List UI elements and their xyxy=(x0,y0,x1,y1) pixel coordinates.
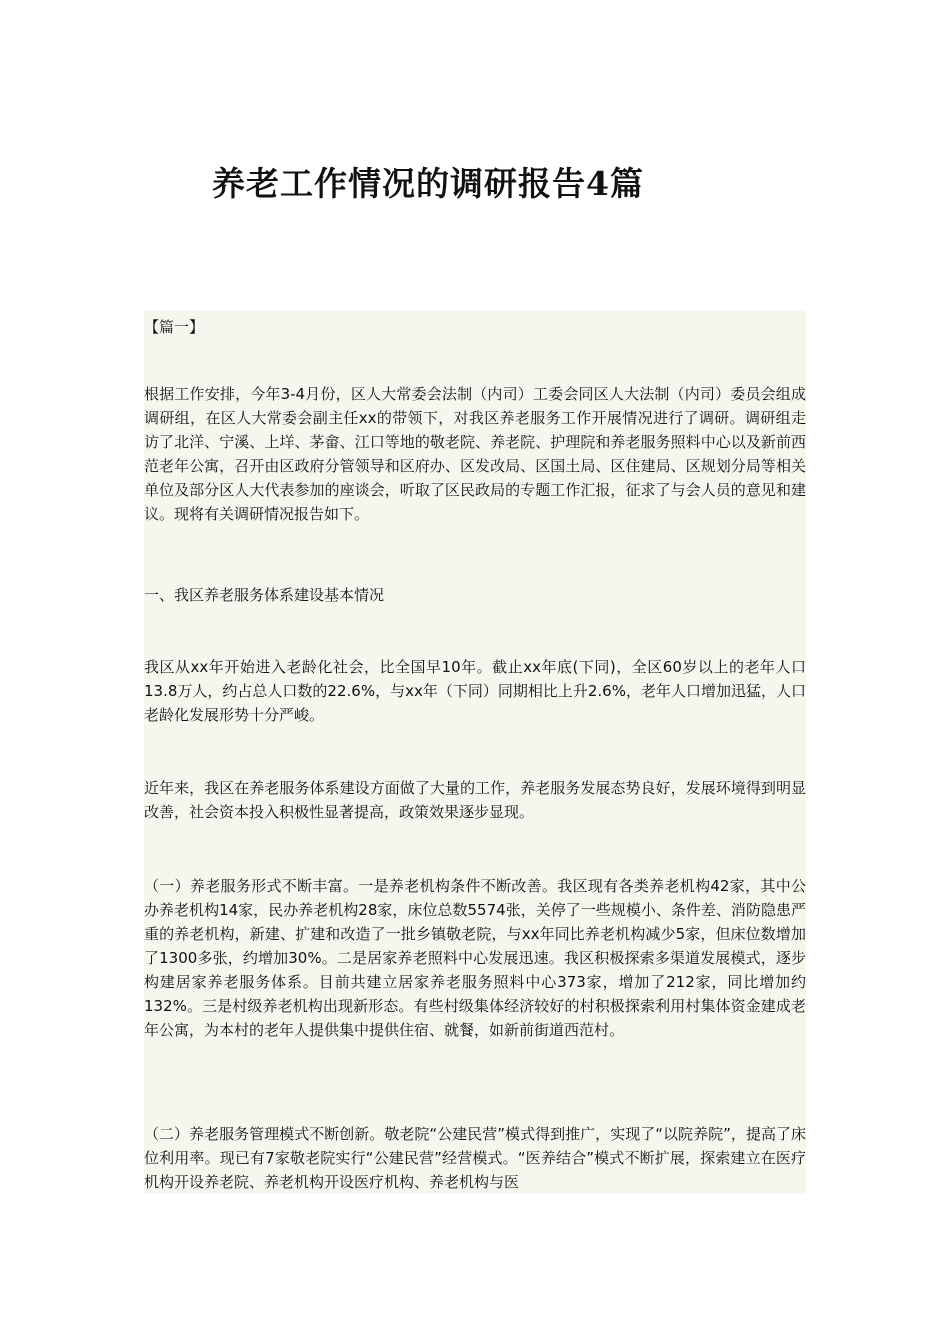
paragraph-part-1: （一）养老服务形式不断丰富。一是养老机构条件不断改善。我区现有各类养老机构42家，其中公办养老机构14家，民办养老机构28家，床位总数5574张，关停了一些规模小、条件差、消防隐患严重的养老机构，新建、扩建和改造了一批乡镇敬老院，与xx年同比养老机构减少5家，但床位数增加了1300多张，约增加30%。二是居家养老照料中心发展迅速。我区积极探索多渠道发展模式，逐步构建居家养老服务体系。目前共建立居家养老服务照料中心373家，增加了212家，同比增加约132%。三是村级养老机构出现新形态。有些村级集体经济较好的村积极探索利用村集体资金建成老年公寓，为本村的老年人提供集中提供住宿、就餐，如新前街道西范村。 xyxy=(144,877,806,1039)
paragraph-aging: 我区从xx年开始进入老龄化社会，比全国早10年。截止xx年底(下同)，全区60岁以上的老年人口13.8万人，约占总人口数的22.6%，与xx年（下同）同期相比上升2.6%，老年人口增加迅猛，人口老龄化发展形势十分严峻。 xyxy=(144,658,806,724)
section-heading: 一、我区养老服务体系建设基本情况 xyxy=(144,586,385,604)
paragraph-part-2: （二）养老服务管理模式不断创新。敬老院“公建民营”模式得到推广，实现了“以院养院”，提高了床位利用率。现已有7家敬老院实行“公建民营”经营模式。“医养结合”模式不断扩展，探索建立在医疗机构开设养老院、养老机构开设医疗机构、养老机构与医 xyxy=(144,1125,806,1191)
section-label: 【篇一】 xyxy=(144,318,205,336)
paragraph-intro: 根据工作安排，今年3-4月份，区人大常委会法制（内司）工委会同区人大法制（内司）委员会组成调研组，在区人大常委会副主任xx的带领下，对我区养老服务工作开展情况进行了调研。调研组走访了北洋、宁溪、上垟、茅畲、江口等地的敬老院、养老院、护理院和养老服务照料中心以及新前西范老年公寓，召开由区政府分管领导和区府办、区发改局、区国土局、区住建局、区规划分局等相关单位及部分区人大代表参加的座谈会，听取了区民政局的专题工作汇报，征求了与会人员的意见和建议。现将有关调研情况报告如下。 xyxy=(144,385,806,523)
page-title: 养老工作情况的调研报告4篇 xyxy=(212,164,644,203)
paragraph-recent: 近年来，我区在养老服务体系建设方面做了大量的工作，养老服务发展态势良好，发展环境得到明显改善，社会资本投入积极性显著提高，政策效果逐步显现。 xyxy=(144,779,806,821)
document-body xyxy=(144,310,806,1194)
